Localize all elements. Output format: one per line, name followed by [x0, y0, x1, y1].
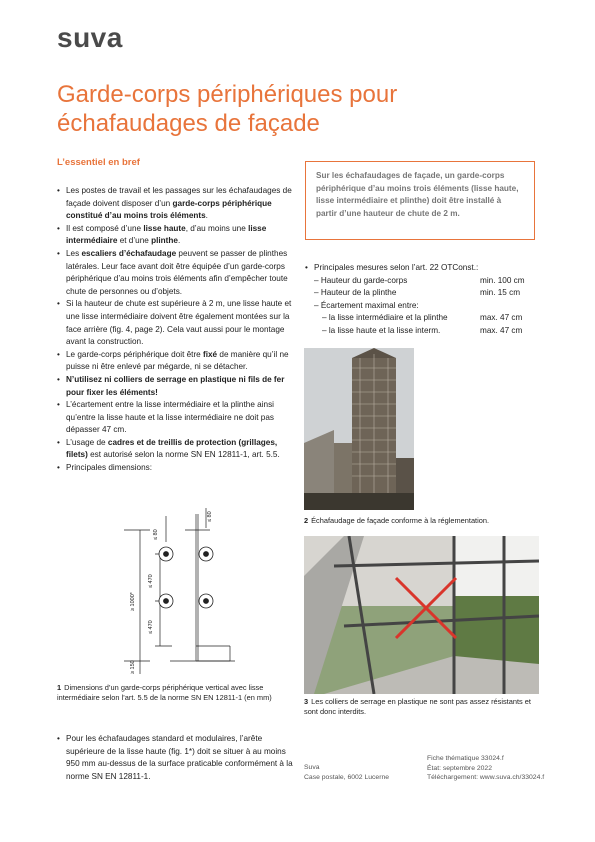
key-point-item: [57, 298, 293, 348]
dim-label-80a: ≤ 80: [153, 529, 159, 540]
key-point-text: Les postes de travail et les passages sur les échafaudages de façade doivent disposer d’un: [66, 186, 292, 208]
footer-address: Case postale, 6002 Lucerne: [304, 773, 390, 781]
key-point-item: [57, 374, 293, 399]
section-subtitle: L’essentiel en bref: [57, 157, 140, 168]
figure-2-number: 2: [304, 516, 309, 525]
key-point-bold-text: fixé: [203, 349, 218, 359]
figure-1-caption: [57, 683, 297, 704]
bottom-note-text: Pour les échafaudages standard et modulaires, l’arête supérieure de la lisse haute (fig. 1*) doit se situer à au moins 950 mm au-dessus de la surface praticable conformément à la norme SN EN 12811-1.: [66, 734, 293, 781]
key-point-text: L’écartement entre la lisse intermédiaire et la plinthe ainsi qu’entre la lisse haute et la lisse intermédiaire ne doit pas dépasser 47 cm.: [66, 400, 274, 435]
footer-org: [304, 763, 389, 782]
measures-intro: [305, 262, 535, 275]
figure-3-caption: [304, 697, 539, 718]
dim-label-150: ≥ 150: [130, 660, 136, 674]
footer-org-name: Suva: [304, 764, 320, 771]
bottom-note-item: [57, 733, 293, 783]
page-title: Garde-corps périphériques pour échafaudages de façade: [57, 81, 398, 137]
nave: [334, 443, 352, 493]
key-point-text: est autorisé selon la norme SN EN 12811-1, art. 5.5.: [87, 450, 280, 460]
key-point-text: .: [205, 211, 208, 221]
dim-label-1000: ≥ 1000*: [130, 592, 136, 611]
measure-value: min. 100 cm: [480, 275, 525, 285]
bottom-note-list: [57, 733, 293, 783]
key-point-item: [57, 185, 293, 223]
bottom-note: [57, 733, 293, 783]
key-point-item: [57, 399, 293, 437]
rail-clamps: [159, 547, 213, 608]
key-point-text: Le garde-corps périphérique doit être: [66, 349, 203, 359]
measure-label: – Hauteur de la plinthe: [314, 288, 397, 298]
measure-label: – Hauteur du garde-corps: [314, 275, 408, 285]
measure-row: [314, 325, 535, 338]
measure-row: [314, 275, 535, 288]
key-point-item: [57, 437, 293, 462]
diagram-lines: [124, 508, 235, 674]
key-point-bold-text: N’utilisez ni colliers de serrage en plastique ni fils de fer pour fixer les éléments!: [66, 374, 285, 397]
key-point-bold-text: garde-corps périphérique constitué d’au moins trois éléments: [66, 198, 272, 221]
measure-value: max. 47 cm: [480, 313, 523, 323]
clamp-center: [204, 552, 209, 557]
key-point-text: , d’au moins une: [185, 223, 249, 233]
key-point-item: [57, 462, 293, 475]
key-point-item: [57, 223, 293, 248]
measure-label: – la lisse intermédiaire et la plinthe: [322, 313, 448, 323]
dim-label-470b: ≤ 470: [148, 620, 154, 634]
measure-value: [480, 300, 535, 313]
key-point-item: [57, 349, 293, 374]
scaffolding-photo: [304, 348, 414, 510]
footer-state: État: septembre 2022: [427, 764, 492, 772]
info-box-text: Sur les échafaudages de façade, un garde-corps périphérique d’au moins trois éléments (lisse haute, lisse intermédiaire et plinthe) doit être installé à partir d’une hauteur de chute de 2 m.: [316, 171, 519, 218]
key-point-text: et d’une: [117, 236, 152, 246]
key-point-bold-text: lisse intermédiaire: [66, 223, 267, 246]
key-point-text: Il est composé d’une: [66, 223, 144, 233]
key-point-text: Principales dimensions:: [66, 463, 153, 473]
measure-row: [314, 287, 535, 300]
footer-sheet-number: Fiche thématique 33024.f: [427, 755, 504, 762]
key-point-text: peuvent se passer de plinthes latérales. Leur face avant doit être équipée d’un garde-corps périphérique d’au moins trois éléments afin d’empêcher toute chute de personnes ou d’objets.: [66, 248, 288, 296]
measure-row: [314, 300, 535, 313]
foreground: [304, 493, 414, 510]
figure-3-number: 3: [304, 697, 309, 706]
key-points-column: [57, 185, 293, 475]
key-point-text: L’usage de: [66, 437, 108, 447]
clamp-center: [204, 599, 209, 604]
figure-2-caption: [304, 516, 539, 526]
dim-label-80b: ≤ 80: [207, 511, 213, 522]
figure-2-text: Échafaudage de façade conforme à la réglementation.: [311, 516, 490, 525]
building-facade: [454, 536, 539, 596]
measures-rows: [305, 275, 535, 338]
measure-value: max. 47 cm: [480, 325, 523, 335]
plastic-clamp-photo: [304, 536, 539, 694]
key-points-list: [57, 185, 293, 475]
info-box: [305, 161, 535, 240]
measure-value: min. 15 cm: [480, 288, 521, 298]
key-point-text: Les: [66, 248, 82, 258]
clamp-center: [164, 599, 169, 604]
measure-label: – la lisse haute et la lisse interm.: [322, 325, 441, 335]
dim-label-470a: ≤ 470: [148, 574, 154, 588]
key-point-text: de manière qu’il ne puisse ni être enlevé par mégarde, ni se détacher.: [66, 349, 289, 372]
key-point-text: .: [177, 236, 181, 246]
key-point-bold-text: escaliers d’échafaudage: [81, 248, 177, 258]
figure-1-text: Dimensions d’un garde-corps périphérique vertical avec lisse intermédiaire selon l’art. 5.5 de la norme SN EN 12811-1 (en mm): [57, 683, 272, 703]
side-building: [396, 458, 414, 498]
guardrail-dimension-diagram: [110, 506, 260, 676]
clamp-center: [164, 552, 169, 557]
measures-section: [305, 262, 535, 338]
suva-logo: suva: [57, 22, 123, 53]
footer-download-link[interactable]: Téléchargement: www.suva.ch/33024.f: [427, 774, 545, 781]
key-point-text: Si la hauteur de chute est supérieure à 2 m, une lisse haute et une lisse intermédiaire doivent être également montées sur la face arrière (fig. 4, page 2). Cela vaut aussi pour le montage avant la construction.: [66, 299, 292, 347]
figure-3-text: Les colliers de serrage en plastique ne sont pas assez résistants et sont donc interdits.: [304, 697, 531, 717]
measure-label: – Écartement maximal entre:: [314, 300, 419, 310]
figure-1-number: 1: [57, 683, 62, 692]
key-point-bold-text: plinthe: [151, 236, 178, 246]
measure-row: [314, 312, 535, 325]
key-point-bold-text: lisse haute: [143, 223, 186, 233]
key-point-item: [57, 248, 293, 298]
measures-list: [305, 262, 535, 275]
measures-intro-text: Principales mesures selon l’art. 22 OTConst.:: [314, 263, 479, 272]
key-point-bold-text: cadres et de treillis de protection (grillages, filets): [66, 437, 278, 460]
footer-meta: [427, 754, 544, 783]
